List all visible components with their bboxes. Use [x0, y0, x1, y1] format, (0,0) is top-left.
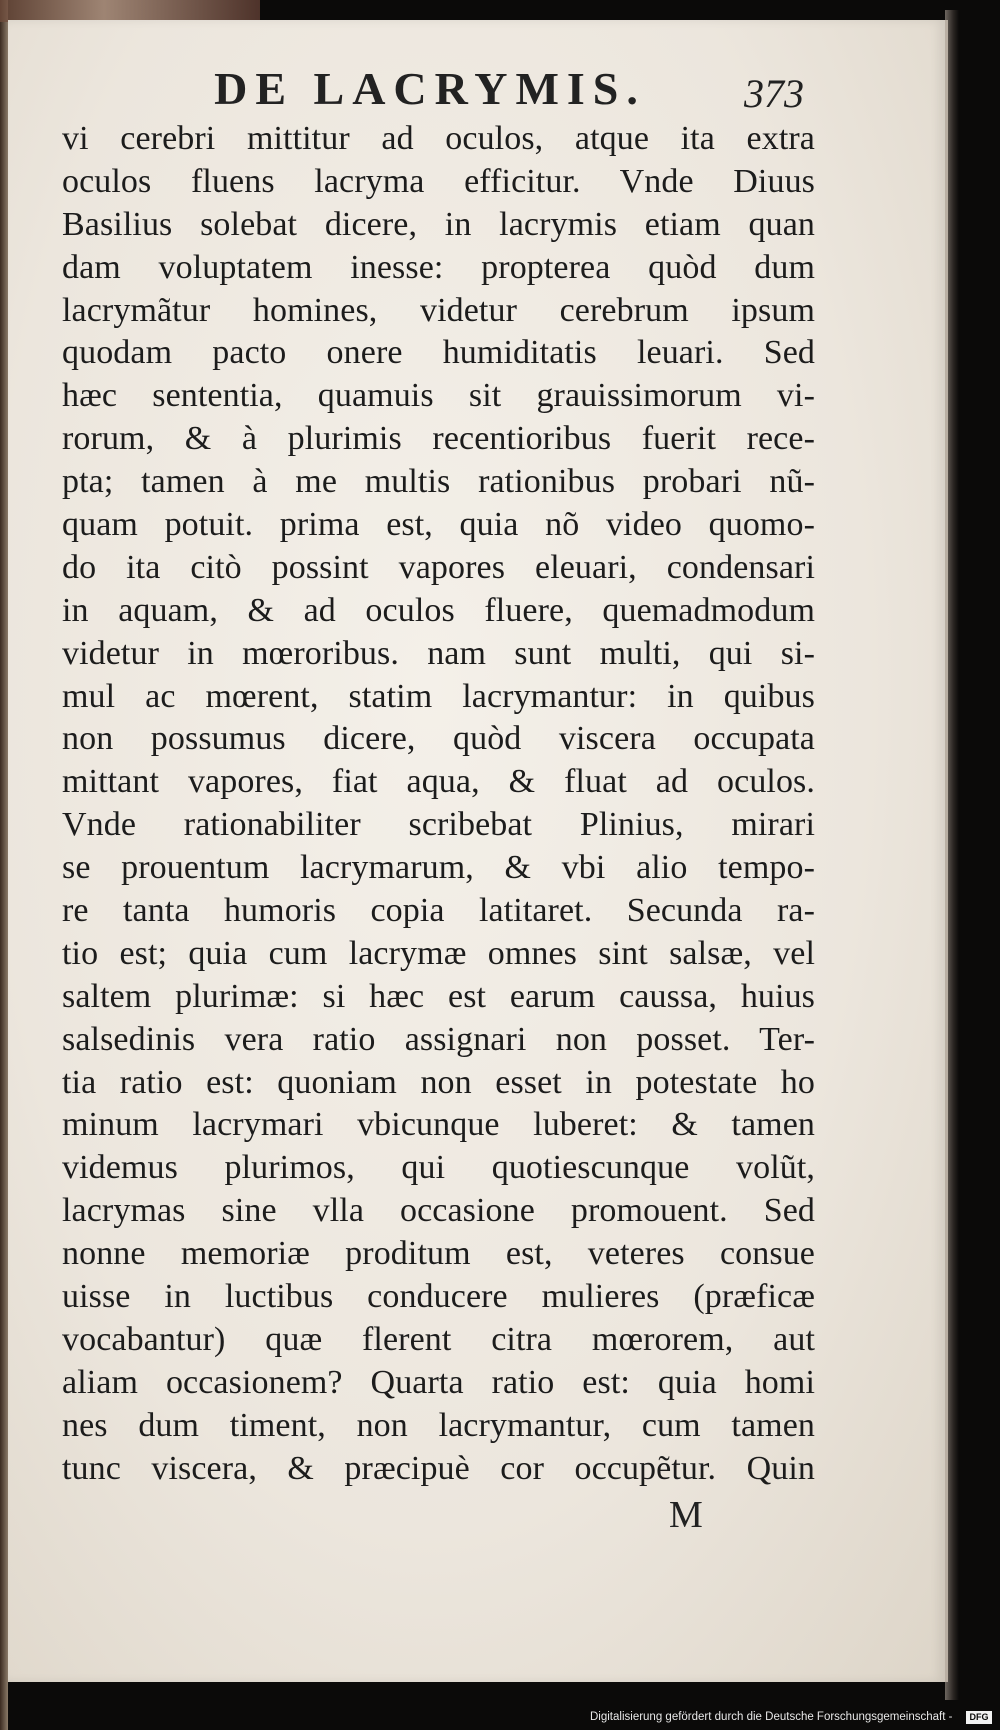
- text-line: nonne memoriæ proditum est, veteres consue: [62, 1235, 815, 1273]
- text-line: Vnde rationabiliter scribebat Plinius, mirari: [62, 806, 815, 844]
- text-line: quodam pacto onere humiditatis leuari. Sed: [62, 334, 815, 372]
- text-line: Basilius solebat dicere, in lacrymis etiam quan: [62, 205, 815, 243]
- text-line: quam potuit. prima est, quia nõ video quomo-: [62, 506, 815, 544]
- signature-mark: M: [669, 1494, 703, 1536]
- book-binding-edge: [0, 0, 8, 1730]
- dfg-logo: DFG: [966, 1711, 992, 1724]
- text-line: vocabantur) quæ flerent citra mœrorem, aut: [62, 1320, 815, 1358]
- text-line: videmus plurimos, qui quotiescunque volũt,: [62, 1149, 815, 1187]
- text-line: salsedinis vera ratio assignari non posset. Ter-: [62, 1020, 815, 1058]
- text-line: minum lacrymari vbicunque luberet: & tamen: [62, 1106, 815, 1144]
- text-line: re tanta humoris copia latitaret. Secunda ra-: [62, 892, 815, 930]
- text-line: tio est; quia cum lacrymæ omnes sint salsæ, vel: [62, 934, 815, 972]
- text-line: pta; tamen à me multis rationibus probari nũ-: [62, 463, 815, 501]
- page-number: 373: [744, 71, 804, 116]
- text-line: vi cerebri mittitur ad oculos, atque ita extra: [62, 120, 815, 157]
- text-line: mul ac mœrent, statim lacrymantur: in quibus: [62, 677, 815, 715]
- text-line: tia ratio est: quoniam non esset in potestate ho: [62, 1063, 815, 1101]
- running-head: DE LACRYMIS.: [214, 63, 646, 114]
- text-line: hæc sententia, quamuis sit grauissimorum vi-: [62, 377, 815, 415]
- text-line: lacrymas sine vlla occasione promouent. Sed: [62, 1192, 815, 1230]
- text-line: in aquam, & ad oculos fluere, quemadmodum: [62, 591, 815, 629]
- text-line: do ita citò possint vapores eleuari, condensari: [62, 548, 815, 586]
- text-line: mittant vapores, fiat aqua, & fluat ad oculos.: [62, 763, 815, 801]
- text-line: se prouentum lacrymarum, & vbi alio tempo-: [62, 849, 815, 887]
- body-text: [62, 118, 815, 1491]
- digitization-credit: Digitalisierung gefördert durch die Deutsche Forschungsgemeinschaft -: [590, 1711, 953, 1723]
- text-line: dam voluptatem inesse: propterea quòd dum: [62, 248, 815, 286]
- text-line: oculos fluens lacryma efficitur. Vnde Diuus: [62, 162, 815, 200]
- text-line: tunc viscera, & præcipuè cor occupẽtur. Quin: [62, 1449, 815, 1487]
- previous-page-edge: [0, 0, 260, 22]
- text-line: non possumus dicere, quòd viscera occupata: [62, 720, 815, 758]
- text-line: rorum, & à plurimis recentioribus fuerit rece-: [62, 420, 815, 458]
- text-line: lacrymãtur homines, videtur cerebrum ipsum: [62, 291, 815, 329]
- text-line: videtur in mœroribus. nam sunt multi, qui si-: [62, 634, 815, 672]
- text-line: aliam occasionem? Quarta ratio est: quia homi: [62, 1363, 815, 1401]
- text-line: uisse in luctibus conducere mulieres (præficæ: [62, 1278, 815, 1316]
- text-line: saltem plurimæ: si hæc est earum caussa, huius: [62, 977, 815, 1015]
- text-line: nes dum timent, non lacrymantur, cum tamen: [62, 1406, 815, 1444]
